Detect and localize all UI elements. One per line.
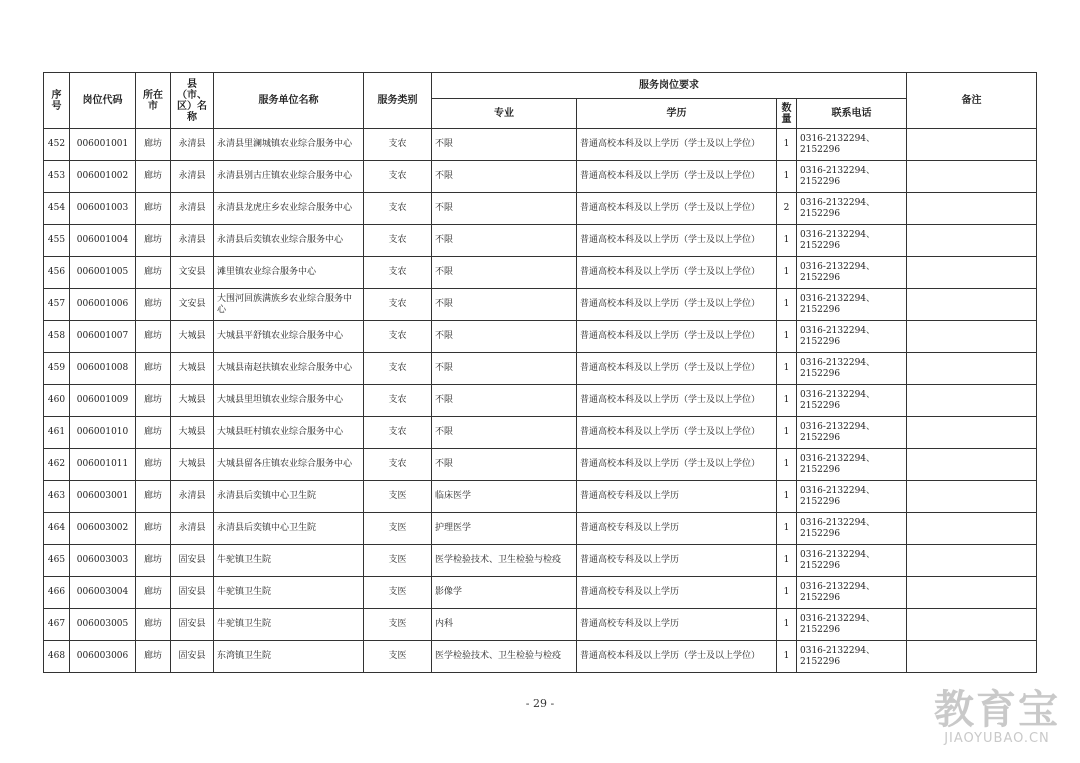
- cell-seq: 463: [44, 481, 70, 513]
- cell-county: 固安县: [171, 545, 214, 577]
- cell-seq: 458: [44, 321, 70, 353]
- cell-unit: 永清县里澜城镇农业综合服务中心: [214, 129, 364, 161]
- table-row: [44, 225, 1037, 257]
- cell-seq: 457: [44, 289, 70, 321]
- header-major: 专业: [432, 99, 577, 129]
- cell-seq: 462: [44, 449, 70, 481]
- cell-remark: [907, 129, 1037, 161]
- cell-seq: 461: [44, 417, 70, 449]
- cell-education: 普通高校专科及以上学历: [577, 481, 777, 513]
- table-row: [44, 481, 1037, 513]
- cell-education: 普通高校专科及以上学历: [577, 513, 777, 545]
- cell-count: 1: [777, 513, 797, 545]
- cell-phone: 0316-2132294、2152296: [797, 353, 907, 385]
- cell-count: 1: [777, 609, 797, 641]
- cell-county: 大城县: [171, 385, 214, 417]
- cell-major: 不限: [432, 257, 577, 289]
- cell-count: 1: [777, 161, 797, 193]
- cell-phone: 0316-2132294、2152296: [797, 417, 907, 449]
- header-row-1: [44, 73, 1037, 99]
- watermark-brand-en: JIAOYUBAO.CN: [944, 731, 1050, 746]
- cell-phone: 0316-2132294、2152296: [797, 321, 907, 353]
- cell-unit: 大城县里坦镇农业综合服务中心: [214, 385, 364, 417]
- cell-remark: [907, 225, 1037, 257]
- cell-count: 1: [777, 545, 797, 577]
- cell-remark: [907, 193, 1037, 225]
- header-requirements: 服务岗位要求: [432, 73, 907, 99]
- cell-code: 006003005: [70, 609, 136, 641]
- cell-phone: 0316-2132294、2152296: [797, 609, 907, 641]
- cell-remark: [907, 417, 1037, 449]
- cell-code: 006001011: [70, 449, 136, 481]
- cell-type: 支农: [364, 193, 432, 225]
- watermark-brand-cn: 教育宝: [934, 687, 1060, 733]
- cell-phone: 0316-2132294、2152296: [797, 161, 907, 193]
- cell-unit: 永清县龙虎庄乡农业综合服务中心: [214, 193, 364, 225]
- cell-major: 医学检验技术、卫生检验与检疫: [432, 641, 577, 673]
- cell-major: 不限: [432, 417, 577, 449]
- cell-education: 普通高校本科及以上学历（学士及以上学位）: [577, 225, 777, 257]
- cell-code: 006001002: [70, 161, 136, 193]
- cell-seq: 468: [44, 641, 70, 673]
- cell-education: 普通高校本科及以上学历（学士及以上学位）: [577, 641, 777, 673]
- cell-unit: 牛驼镇卫生院: [214, 577, 364, 609]
- cell-county: 永清县: [171, 161, 214, 193]
- cell-major: 不限: [432, 353, 577, 385]
- job-table: [43, 72, 1037, 673]
- cell-remark: [907, 513, 1037, 545]
- cell-city: 廊坊: [136, 449, 171, 481]
- cell-city: 廊坊: [136, 257, 171, 289]
- cell-major: 不限: [432, 129, 577, 161]
- cell-code: 006001001: [70, 129, 136, 161]
- cell-seq: 454: [44, 193, 70, 225]
- cell-remark: [907, 385, 1037, 417]
- cell-education: 普通高校本科及以上学历（学士及以上学位）: [577, 385, 777, 417]
- cell-education: 普通高校本科及以上学历（学士及以上学位）: [577, 257, 777, 289]
- header-county: 县（市、区）名称: [171, 73, 214, 129]
- cell-unit: 大城县平舒镇农业综合服务中心: [214, 321, 364, 353]
- cell-unit: 滩里镇农业综合服务中心: [214, 257, 364, 289]
- cell-phone: 0316-2132294、2152296: [797, 385, 907, 417]
- cell-type: 支农: [364, 353, 432, 385]
- cell-code: 006003004: [70, 577, 136, 609]
- cell-phone: 0316-2132294、2152296: [797, 225, 907, 257]
- cell-city: 廊坊: [136, 641, 171, 673]
- cell-city: 廊坊: [136, 385, 171, 417]
- table-row: [44, 545, 1037, 577]
- cell-remark: [907, 545, 1037, 577]
- cell-education: 普通高校本科及以上学历（学士及以上学位）: [577, 129, 777, 161]
- cell-type: 支农: [364, 385, 432, 417]
- cell-county: 永清县: [171, 193, 214, 225]
- cell-code: 006003002: [70, 513, 136, 545]
- cell-phone: 0316-2132294、2152296: [797, 513, 907, 545]
- cell-city: 廊坊: [136, 225, 171, 257]
- cell-county: 永清县: [171, 513, 214, 545]
- cell-type: 支农: [364, 129, 432, 161]
- cell-phone: 0316-2132294、2152296: [797, 449, 907, 481]
- cell-city: 廊坊: [136, 513, 171, 545]
- cell-education: 普通高校本科及以上学历（学士及以上学位）: [577, 449, 777, 481]
- cell-code: 006001005: [70, 257, 136, 289]
- cell-seq: 459: [44, 353, 70, 385]
- cell-remark: [907, 289, 1037, 321]
- cell-type: 支医: [364, 577, 432, 609]
- cell-count: 1: [777, 321, 797, 353]
- cell-unit: 大城县留各庄镇农业综合服务中心: [214, 449, 364, 481]
- cell-city: 廊坊: [136, 193, 171, 225]
- table-body: [44, 129, 1037, 673]
- cell-unit: 永清县后奕镇中心卫生院: [214, 513, 364, 545]
- cell-major: 医学检验技术、卫生检验与检疫: [432, 545, 577, 577]
- cell-remark: [907, 641, 1037, 673]
- cell-count: 1: [777, 385, 797, 417]
- cell-remark: [907, 321, 1037, 353]
- cell-count: 2: [777, 193, 797, 225]
- header-type: 服务类别: [364, 73, 432, 129]
- cell-count: 1: [777, 225, 797, 257]
- cell-remark: [907, 449, 1037, 481]
- page-number: - 29 -: [525, 697, 555, 710]
- cell-education: 普通高校本科及以上学历（学士及以上学位）: [577, 321, 777, 353]
- cell-code: 006003003: [70, 545, 136, 577]
- header-seq: 序号: [44, 73, 70, 129]
- cell-count: 1: [777, 641, 797, 673]
- table-row: [44, 385, 1037, 417]
- cell-phone: 0316-2132294、2152296: [797, 129, 907, 161]
- cell-county: 永清县: [171, 481, 214, 513]
- cell-count: 1: [777, 577, 797, 609]
- cell-county: 大城县: [171, 321, 214, 353]
- table-row: [44, 321, 1037, 353]
- cell-seq: 455: [44, 225, 70, 257]
- cell-count: 1: [777, 417, 797, 449]
- cell-code: 006001008: [70, 353, 136, 385]
- cell-major: 不限: [432, 225, 577, 257]
- table-row: [44, 577, 1037, 609]
- cell-unit: 牛驼镇卫生院: [214, 545, 364, 577]
- cell-city: 廊坊: [136, 129, 171, 161]
- cell-city: 廊坊: [136, 161, 171, 193]
- cell-education: 普通高校专科及以上学历: [577, 577, 777, 609]
- table-row: [44, 417, 1037, 449]
- cell-remark: [907, 609, 1037, 641]
- cell-remark: [907, 161, 1037, 193]
- cell-count: 1: [777, 129, 797, 161]
- cell-major: 不限: [432, 385, 577, 417]
- cell-city: 廊坊: [136, 577, 171, 609]
- cell-count: 1: [777, 257, 797, 289]
- cell-code: 006001007: [70, 321, 136, 353]
- cell-seq: 466: [44, 577, 70, 609]
- table-row: [44, 609, 1037, 641]
- cell-education: 普通高校本科及以上学历（学士及以上学位）: [577, 161, 777, 193]
- cell-seq: 456: [44, 257, 70, 289]
- cell-type: 支农: [364, 225, 432, 257]
- cell-major: 不限: [432, 161, 577, 193]
- cell-county: 固安县: [171, 609, 214, 641]
- cell-unit: 永清县后奕镇农业综合服务中心: [214, 225, 364, 257]
- cell-seq: 453: [44, 161, 70, 193]
- cell-code: 006001003: [70, 193, 136, 225]
- cell-phone: 0316-2132294、2152296: [797, 641, 907, 673]
- cell-city: 廊坊: [136, 321, 171, 353]
- cell-education: 普通高校专科及以上学历: [577, 545, 777, 577]
- cell-county: 永清县: [171, 129, 214, 161]
- cell-remark: [907, 481, 1037, 513]
- cell-city: 廊坊: [136, 353, 171, 385]
- cell-unit: 永清县别古庄镇农业综合服务中心: [214, 161, 364, 193]
- cell-remark: [907, 257, 1037, 289]
- cell-seq: 452: [44, 129, 70, 161]
- cell-type: 支医: [364, 609, 432, 641]
- cell-seq: 467: [44, 609, 70, 641]
- cell-type: 支农: [364, 449, 432, 481]
- cell-type: 支农: [364, 417, 432, 449]
- cell-county: 文安县: [171, 289, 214, 321]
- cell-phone: 0316-2132294、2152296: [797, 193, 907, 225]
- cell-county: 大城县: [171, 417, 214, 449]
- cell-city: 廊坊: [136, 545, 171, 577]
- cell-city: 廊坊: [136, 289, 171, 321]
- cell-county: 大城县: [171, 449, 214, 481]
- cell-phone: 0316-2132294、2152296: [797, 577, 907, 609]
- cell-major: 影像学: [432, 577, 577, 609]
- table-row: [44, 289, 1037, 321]
- table-row: [44, 513, 1037, 545]
- table-row: [44, 161, 1037, 193]
- cell-phone: 0316-2132294、2152296: [797, 481, 907, 513]
- cell-code: 006001006: [70, 289, 136, 321]
- cell-code: 006001004: [70, 225, 136, 257]
- cell-county: 永清县: [171, 225, 214, 257]
- cell-education: 普通高校专科及以上学历: [577, 609, 777, 641]
- table-row: [44, 257, 1037, 289]
- table-row: [44, 641, 1037, 673]
- cell-remark: [907, 353, 1037, 385]
- header-education: 学历: [577, 99, 777, 129]
- cell-phone: 0316-2132294、2152296: [797, 289, 907, 321]
- cell-count: 1: [777, 449, 797, 481]
- cell-city: 廊坊: [136, 609, 171, 641]
- cell-seq: 465: [44, 545, 70, 577]
- cell-code: 006003001: [70, 481, 136, 513]
- cell-code: 006001009: [70, 385, 136, 417]
- cell-unit: 大城县旺村镇农业综合服务中心: [214, 417, 364, 449]
- cell-type: 支医: [364, 481, 432, 513]
- cell-county: 大城县: [171, 353, 214, 385]
- cell-education: 普通高校本科及以上学历（学士及以上学位）: [577, 289, 777, 321]
- cell-count: 1: [777, 481, 797, 513]
- cell-city: 廊坊: [136, 481, 171, 513]
- cell-unit: 永清县后奕镇中心卫生院: [214, 481, 364, 513]
- cell-type: 支医: [364, 641, 432, 673]
- cell-unit: 大围河回族满族乡农业综合服务中心: [214, 289, 364, 321]
- header-count: 数量: [777, 99, 797, 129]
- cell-education: 普通高校本科及以上学历（学士及以上学位）: [577, 353, 777, 385]
- cell-major: 内科: [432, 609, 577, 641]
- cell-count: 1: [777, 289, 797, 321]
- watermark-logo: [934, 688, 1060, 746]
- header-remark: 备注: [907, 73, 1037, 129]
- table-row: [44, 449, 1037, 481]
- cell-type: 支农: [364, 321, 432, 353]
- cell-type: 支医: [364, 513, 432, 545]
- cell-major: 不限: [432, 193, 577, 225]
- header-code: 岗位代码: [70, 73, 136, 129]
- cell-major: 护理医学: [432, 513, 577, 545]
- cell-unit: 大城县南赵扶镇农业综合服务中心: [214, 353, 364, 385]
- table-row: [44, 193, 1037, 225]
- cell-seq: 464: [44, 513, 70, 545]
- cell-major: 临床医学: [432, 481, 577, 513]
- table-row: [44, 353, 1037, 385]
- cell-type: 支农: [364, 257, 432, 289]
- cell-city: 廊坊: [136, 417, 171, 449]
- cell-seq: 460: [44, 385, 70, 417]
- cell-county: 固安县: [171, 641, 214, 673]
- cell-education: 普通高校本科及以上学历（学士及以上学位）: [577, 193, 777, 225]
- table-row: [44, 129, 1037, 161]
- cell-remark: [907, 577, 1037, 609]
- cell-type: 支农: [364, 289, 432, 321]
- cell-code: 006001010: [70, 417, 136, 449]
- cell-major: 不限: [432, 289, 577, 321]
- cell-county: 固安县: [171, 577, 214, 609]
- cell-unit: 东湾镇卫生院: [214, 641, 364, 673]
- cell-count: 1: [777, 353, 797, 385]
- cell-education: 普通高校本科及以上学历（学士及以上学位）: [577, 417, 777, 449]
- cell-phone: 0316-2132294、2152296: [797, 257, 907, 289]
- header-unit: 服务单位名称: [214, 73, 364, 129]
- cell-code: 006003006: [70, 641, 136, 673]
- cell-type: 支医: [364, 545, 432, 577]
- cell-unit: 牛驼镇卫生院: [214, 609, 364, 641]
- cell-county: 文安县: [171, 257, 214, 289]
- cell-major: 不限: [432, 321, 577, 353]
- header-phone: 联系电话: [797, 99, 907, 129]
- cell-major: 不限: [432, 449, 577, 481]
- header-city: 所在市: [136, 73, 171, 129]
- cell-type: 支农: [364, 161, 432, 193]
- cell-phone: 0316-2132294、2152296: [797, 545, 907, 577]
